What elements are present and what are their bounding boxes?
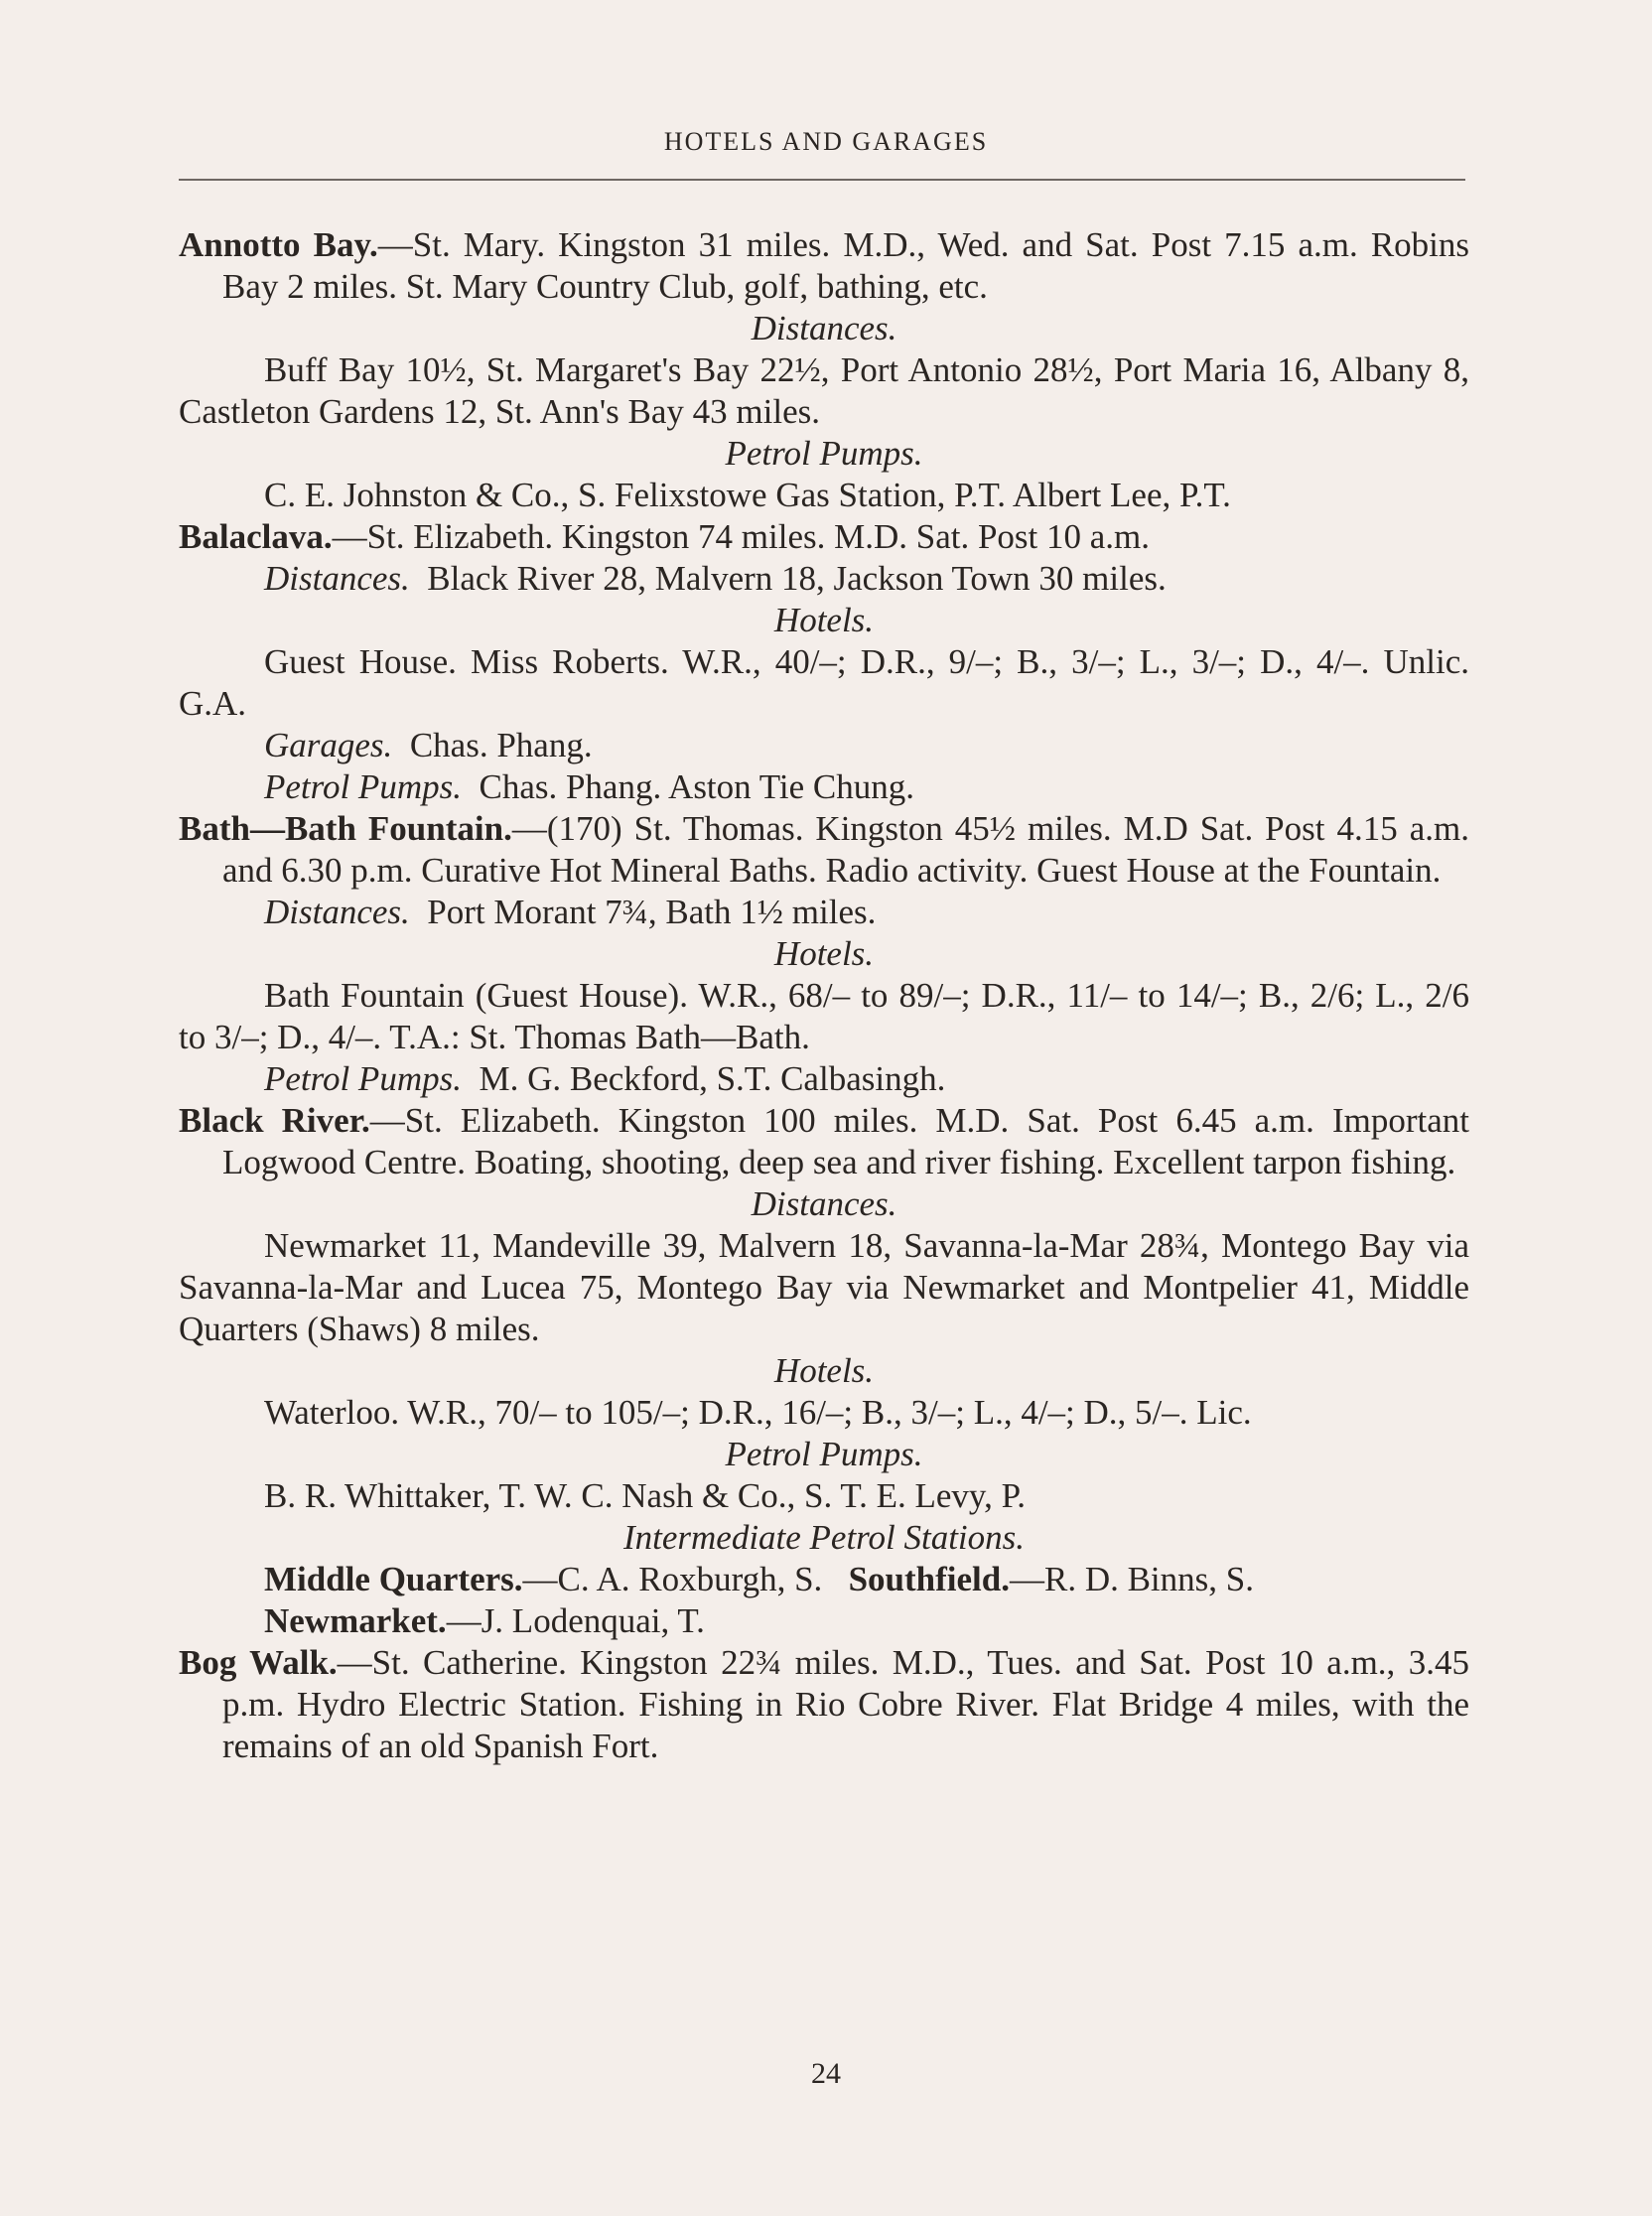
page-number: 24: [811, 2057, 841, 2090]
entry-text: —(170) St. Thomas. Kingston 45½ miles. M.D Sat. Post 4.15 a.m. and 6.30 p.m. Curative Hot Mineral Baths. Radio activity. Guest House at the Fountain.: [222, 809, 1469, 890]
entry-annotto-bay: [179, 224, 1469, 308]
section-heading-hotels: Hotels.: [773, 1351, 875, 1390]
station-name: Newmarket.: [264, 1601, 447, 1640]
section-heading-petrol-pumps: Petrol Pumps.: [725, 1435, 923, 1473]
section-heading-intermediate-stations: Intermediate Petrol Stations.: [622, 1518, 1026, 1557]
petrol-pumps-text: Chas. Phang. Aston Tie Chung.: [479, 767, 915, 806]
petrol-pumps-line: [179, 766, 1469, 808]
section-heading-hotels: Hotels.: [773, 934, 875, 973]
entry-text: —St. Mary. Kingston 31 miles. M.D., Wed. and Sat. Post 7.15 a.m. Robins Bay 2 miles. St. Mary Country Club, golf, bathing, etc.: [222, 225, 1470, 306]
station-text: —R. D. Binns, S.: [1009, 1560, 1254, 1598]
hotels-text: Waterloo. W.R., 70/– to 105/–; D.R., 16/–; B., 3/–; L., 4/–; D., 5/–. Lic.: [264, 1393, 1252, 1432]
distances-label: Distances.: [264, 893, 410, 931]
petrol-pumps-line: [179, 1058, 1469, 1100]
station-text: —J. Lodenquai, T.: [446, 1601, 705, 1640]
distances-text: Black River 28, Malvern 18, Jackson Town 30 miles.: [427, 559, 1167, 598]
hotels-text: Guest House. Miss Roberts. W.R., 40/–; D.R., 9/–; B., 3/–; L., 3/–; D., 4/–. Unlic. G.A.: [179, 642, 1469, 723]
place-name: Bog Walk.: [179, 1643, 338, 1682]
running-head: HOTELS AND GARAGES: [663, 127, 989, 156]
petrol-pumps-text: B. R. Whittaker, T. W. C. Nash & Co., S. T. E. Levy, P.: [264, 1476, 1026, 1515]
place-name: Annotto Bay.: [179, 225, 378, 264]
header-rule: [179, 179, 1465, 181]
garages-line: [179, 725, 1469, 766]
petrol-pumps-text: C. E. Johnston & Co., S. Felixstowe Gas Station, P.T. Albert Lee, P.T.: [264, 476, 1231, 514]
distances-label: Distances.: [264, 559, 410, 598]
station-name: Middle Quarters.: [264, 1560, 523, 1598]
intermediate-stations-line: [179, 1559, 1469, 1600]
intermediate-stations-line: [179, 1600, 1469, 1642]
section-heading-hotels: Hotels.: [773, 601, 875, 639]
section-heading-distances: Distances.: [751, 1184, 897, 1223]
hotels-text: Bath Fountain (Guest House). W.R., 68/– to 89/–; D.R., 11/– to 14/–; B., 2/6; L., 2/6 to 3/–; D., 4/–. T.A.: St. Thomas Bath—Bath.: [179, 976, 1469, 1056]
entry-text: —St. Elizabeth. Kingston 74 miles. M.D. Sat. Post 10 a.m.: [332, 517, 1151, 556]
distances-text: Newmarket 11, Mandeville 39, Malvern 18, Savanna-la-Mar 28¾, Montego Bay via Savanna-la-Mar and Lucea 75, Montego Bay via Newmarket and Montpelier 41, Middle Quarters (Shaws) 8 miles.: [179, 1226, 1469, 1348]
place-name: Black River.: [179, 1101, 370, 1140]
distances-line: [179, 558, 1469, 600]
entry-bog-walk: [179, 1642, 1469, 1767]
section-heading-distances: Distances.: [751, 309, 897, 347]
distances-line: [179, 892, 1469, 933]
section-heading-petrol-pumps: Petrol Pumps.: [725, 434, 923, 473]
distances-text: Buff Bay 10½, St. Margaret's Bay 22½, Port Antonio 28½, Port Maria 16, Albany 8, Castleton Gardens 12, St. Ann's Bay 43 miles.: [179, 350, 1469, 431]
entry-text: —St. Elizabeth. Kingston 100 miles. M.D. Sat. Post 6.45 a.m. Important Logwood Centre. Boating, shooting, deep sea and river fishing. Excellent tarpon fishing.: [222, 1101, 1469, 1181]
garages-text: Chas. Phang.: [409, 726, 593, 764]
petrol-pumps-label: Petrol Pumps.: [264, 767, 462, 806]
place-name: Bath—Bath Fountain.: [179, 809, 512, 848]
place-name: Balaclava.: [179, 517, 333, 556]
garages-label: Garages.: [264, 726, 393, 764]
page-body: [179, 224, 1469, 1767]
station-text: —C. A. Roxburgh, S.: [522, 1560, 823, 1598]
distances-text: Port Morant 7¾, Bath 1½ miles.: [427, 893, 877, 931]
entry-balaclava: [179, 516, 1469, 558]
entry-bath: [179, 808, 1469, 892]
petrol-pumps-label: Petrol Pumps.: [264, 1059, 462, 1098]
entry-black-river: [179, 1100, 1469, 1183]
entry-text: —St. Catherine. Kingston 22¾ miles. M.D., Tues. and Sat. Post 10 a.m., 3.45 p.m. Hydro Electric Station. Fishing in Rio Cobre River. Flat Bridge 4 miles, with the remains of an old Spanish Fort.: [222, 1643, 1469, 1765]
station-name: Southfield.: [848, 1560, 1010, 1598]
petrol-pumps-text: M. G. Beckford, S.T. Calbasingh.: [479, 1059, 946, 1098]
